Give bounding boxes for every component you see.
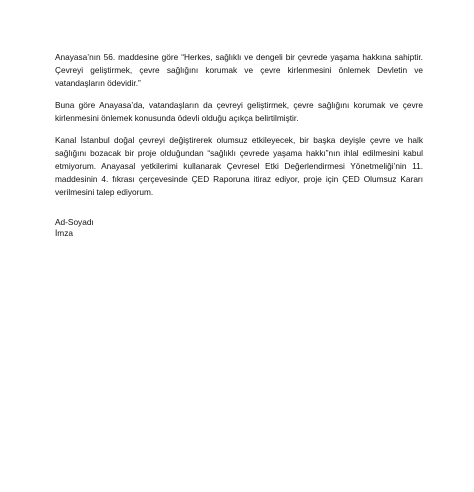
signature-label: İmza [55,228,73,238]
paragraph-citizen-duty: Buna göre Anayasa’da, vatandaşların da çevreyi geliştirmek, çevre sağlığını korumak ve çevre kirlenmesini önlemek konusunda ödevli olduğu açıkça belirtilmiştir. [55,100,423,123]
name-label: Ad-Soyadı [55,217,94,227]
document-body [55,51,423,208]
paragraph-constitution-article: Anayasa’nın 56. maddesine göre “Herkes, sağlıklı ve dengeli bir çevrede yaşama hakkına sahiptir. Çevreyi geliştirmek, çevre sağlığını korumak ve çevre kirlenmesini önlemek Devletin ve vatandaşların ödevidir.” [55,52,423,88]
paragraph-objection: Kanal İstanbul doğal çevreyi değiştirerek olumsuz etkileyecek, bir başka deyişle çevre ve halk sağlığını bozacak bir proje olduğundan “sağlıklı çevrede yaşama hakkı”nın ihlal edilmesini kabul etmiyorum. Anayasal yetkilerimi kullanarak Çevresel Etki Değerlendirmesi Yönetmeliği’nin 11. maddesinin 4. fıkrası çerçevesinde ÇED Raporuna itiraz ediyor, proje için ÇED Olumsuz Kararı verilmesini talep ediyorum. [55,135,423,197]
signature-block [55,217,94,239]
